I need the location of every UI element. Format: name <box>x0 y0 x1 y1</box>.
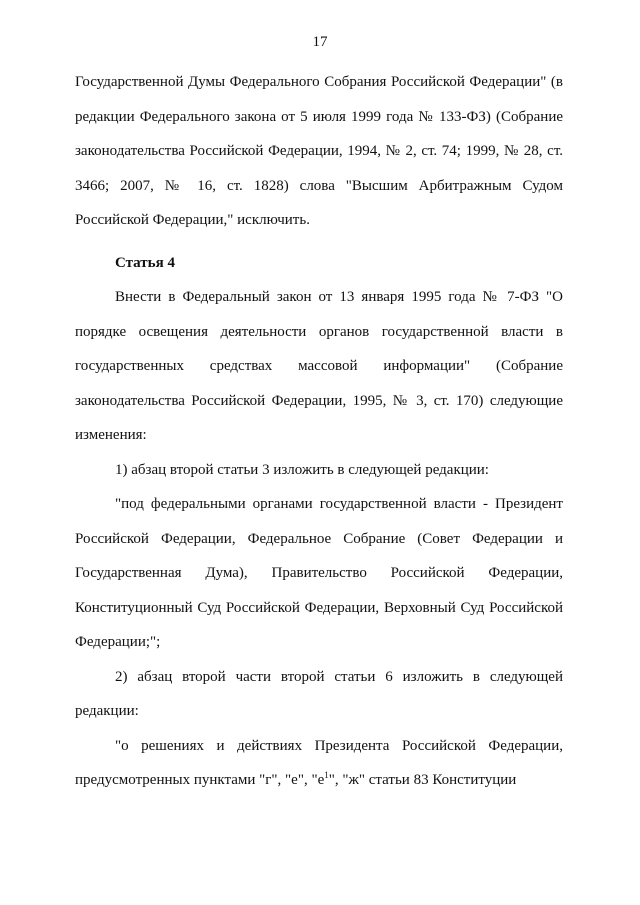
superscript: 1 <box>324 770 329 780</box>
paragraph-amendment-intro: Внести в Федеральный закон от 13 января 1995 года № 7-ФЗ "О порядке освещения деятельности органов государственной власти в государственных средствах массовой информации" (Собрание законодательства Российской Федерации, 1995, № 3, ст. 170) следующие изменения: <box>75 289 563 443</box>
document-body <box>75 65 563 798</box>
paragraph-item-1-text: "под федеральными органами государственной власти - Президент Российской Федерации, Федеральное Собрание (Совет Федерации и Государственная Дума), Правительство Российской Федерации, Конституционный Суд Российской Федерации, Верховный Суд Российской Федерации;"; <box>75 496 563 650</box>
article-heading: Статья 4 <box>115 254 175 271</box>
paragraph-item-1: 1) абзац второй статьи 3 изложить в следующей редакции: <box>115 461 489 478</box>
paragraph-item-2: 2) абзац второй части второй статьи 6 изложить в следующей редакции: <box>75 668 563 719</box>
paragraph-item-2-text-start: "о решениях и действиях Президента Российской Федерации, предусмотренных пунктами "г", "е", "е <box>75 737 563 788</box>
paragraph-continuation: Государственной Думы Федерального Собрания Российской Федерации" (в редакции Федерального закона от 5 июля 1999 года № 133-ФЗ) (Собрание законодательства Российской Федерации, 1994, № 2, ст. 74; 1999, № 28, ст. 3466; 2007, № 16, ст. 1828) слова "Высшим Арбитражным Судом Российской Федерации," исключить. <box>75 74 563 228</box>
paragraph-item-2-text-end: ", "ж" статьи 83 Конституции <box>328 772 517 788</box>
page-number: 17 <box>312 34 328 50</box>
paragraph-item-2-text <box>75 729 563 798</box>
